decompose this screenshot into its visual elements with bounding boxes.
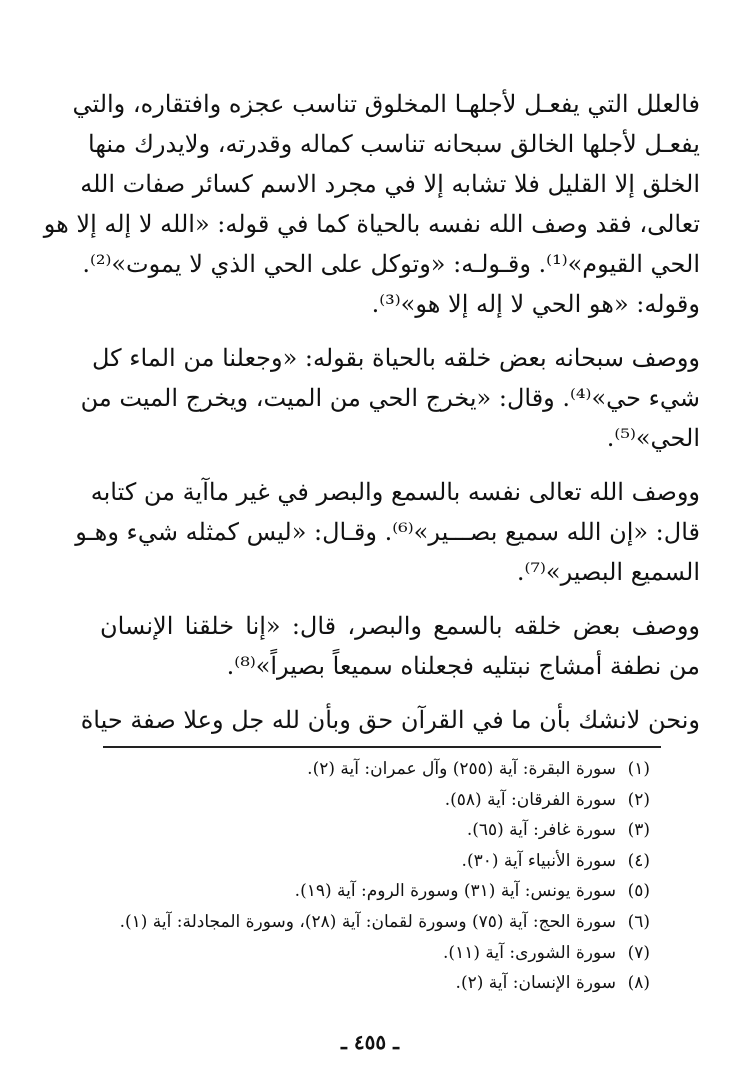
footnote-item (80, 754, 650, 785)
text-line: ووصف بعض خلقه بالسمع والبصر، قال: «إنا خلقنا الإنسان (100, 612, 700, 640)
paragraph-3 (75, 472, 700, 592)
footnote-number: (١) (627, 759, 650, 779)
paragraph-2 (80, 338, 700, 458)
footnote-number: (٤) (627, 850, 650, 871)
footnote-text: سورة الشورى: آية (١١). (443, 942, 616, 963)
footnote-divider (103, 746, 661, 748)
footnote-number: (٥) (627, 881, 650, 902)
footnote-text: سورة الحج: آية (٧٥) وسورة لقمان: آية (٢٨)، وسورة المجادلة: آية (١). (119, 911, 616, 932)
footnote-text: سورة البقرة: آية (٢٥٥) وآل عمران: آية (٢). (307, 759, 616, 779)
text-line: يفعـل لأجلها الخالق سبحانه تناسب كماله وقدرته، ولايدرك منها (88, 130, 700, 158)
text-line: الخلق إلا القليل فلا تشابه إلا في مجرد الاسم كسائر صفات الله (80, 170, 700, 198)
paragraph-4 (100, 606, 700, 686)
footnote-text: سورة الأنبياء آية (٣٠). (461, 850, 616, 871)
footnote-item (80, 815, 650, 846)
text-line: ووصف سبحانه بعض خلقه بالحياة بقوله: «وجعلنا من الماء كل (92, 344, 700, 372)
footnote-number: (٦) (627, 911, 650, 932)
text-line: الحي»⁽⁵⁾. (606, 424, 700, 452)
text-line: من نطفة أمشاج نبتليه فجعلناه سميعاً بصيراً»⁽⁸⁾. (226, 652, 700, 680)
paragraph-1 (43, 84, 700, 324)
footnote-number: (٨) (627, 973, 650, 994)
main-text (43, 84, 700, 754)
text-line: قال: «إن الله سميع بصـــير»⁽⁶⁾. وقـال: «ليس كمثله شيء وهـو (75, 518, 700, 546)
footnotes (80, 754, 650, 999)
text-line: السميع البصير»⁽⁷⁾. (516, 558, 700, 586)
footnote-item (80, 785, 650, 816)
footnote-number: (٧) (627, 942, 650, 963)
footnote-item (80, 846, 650, 877)
paragraph-5 (80, 700, 700, 740)
text-line: تعالى، فقد وصف الله نفسه بالحياة كما في قوله: «الله لا إله إلا هو (43, 210, 700, 238)
footnote-text: سورة يونس: آية (٣١) وسورة الروم: آية (١٩). (294, 881, 616, 902)
footnote-item (80, 907, 650, 938)
text-line: وقوله: «هو الحي لا إله إلا هو»⁽³⁾. (371, 290, 700, 318)
footnote-text: سورة الإنسان: آية (٢). (455, 973, 616, 994)
text-line: شيء حي»⁽⁴⁾. وقال: «يخرج الحي من الميت، ويخرج الميت من (80, 384, 700, 412)
text-line: فالعلل التي يفعـل لأجلهـا المخلوق تناسب عجزه وافتقاره، والتي (72, 90, 700, 118)
footnote-item (80, 876, 650, 907)
text-line: الحي القيوم»⁽¹⁾. وقـولـه: «وتوكل على الحي الذي لا يموت»⁽²⁾. (82, 250, 700, 278)
footnote-number: (٢) (627, 789, 650, 810)
footnote-item (80, 938, 650, 969)
footnote-number: (٣) (627, 820, 650, 841)
footnote-item (80, 968, 650, 999)
footnote-text: سورة الفرقان: آية (٥٨). (444, 789, 616, 810)
page-number: ـ ٤٥٥ ـ (341, 1030, 399, 1054)
footnote-text: سورة غافر: آية (٦٥). (466, 820, 616, 841)
text-line: ووصف الله تعالى نفسه بالسمع والبصر في غير ماآية من كتابه (90, 478, 700, 506)
text-line: ونحن لانشك بأن ما في القرآن حق وبأن لله جل وعلا صفة حياة (80, 706, 700, 734)
